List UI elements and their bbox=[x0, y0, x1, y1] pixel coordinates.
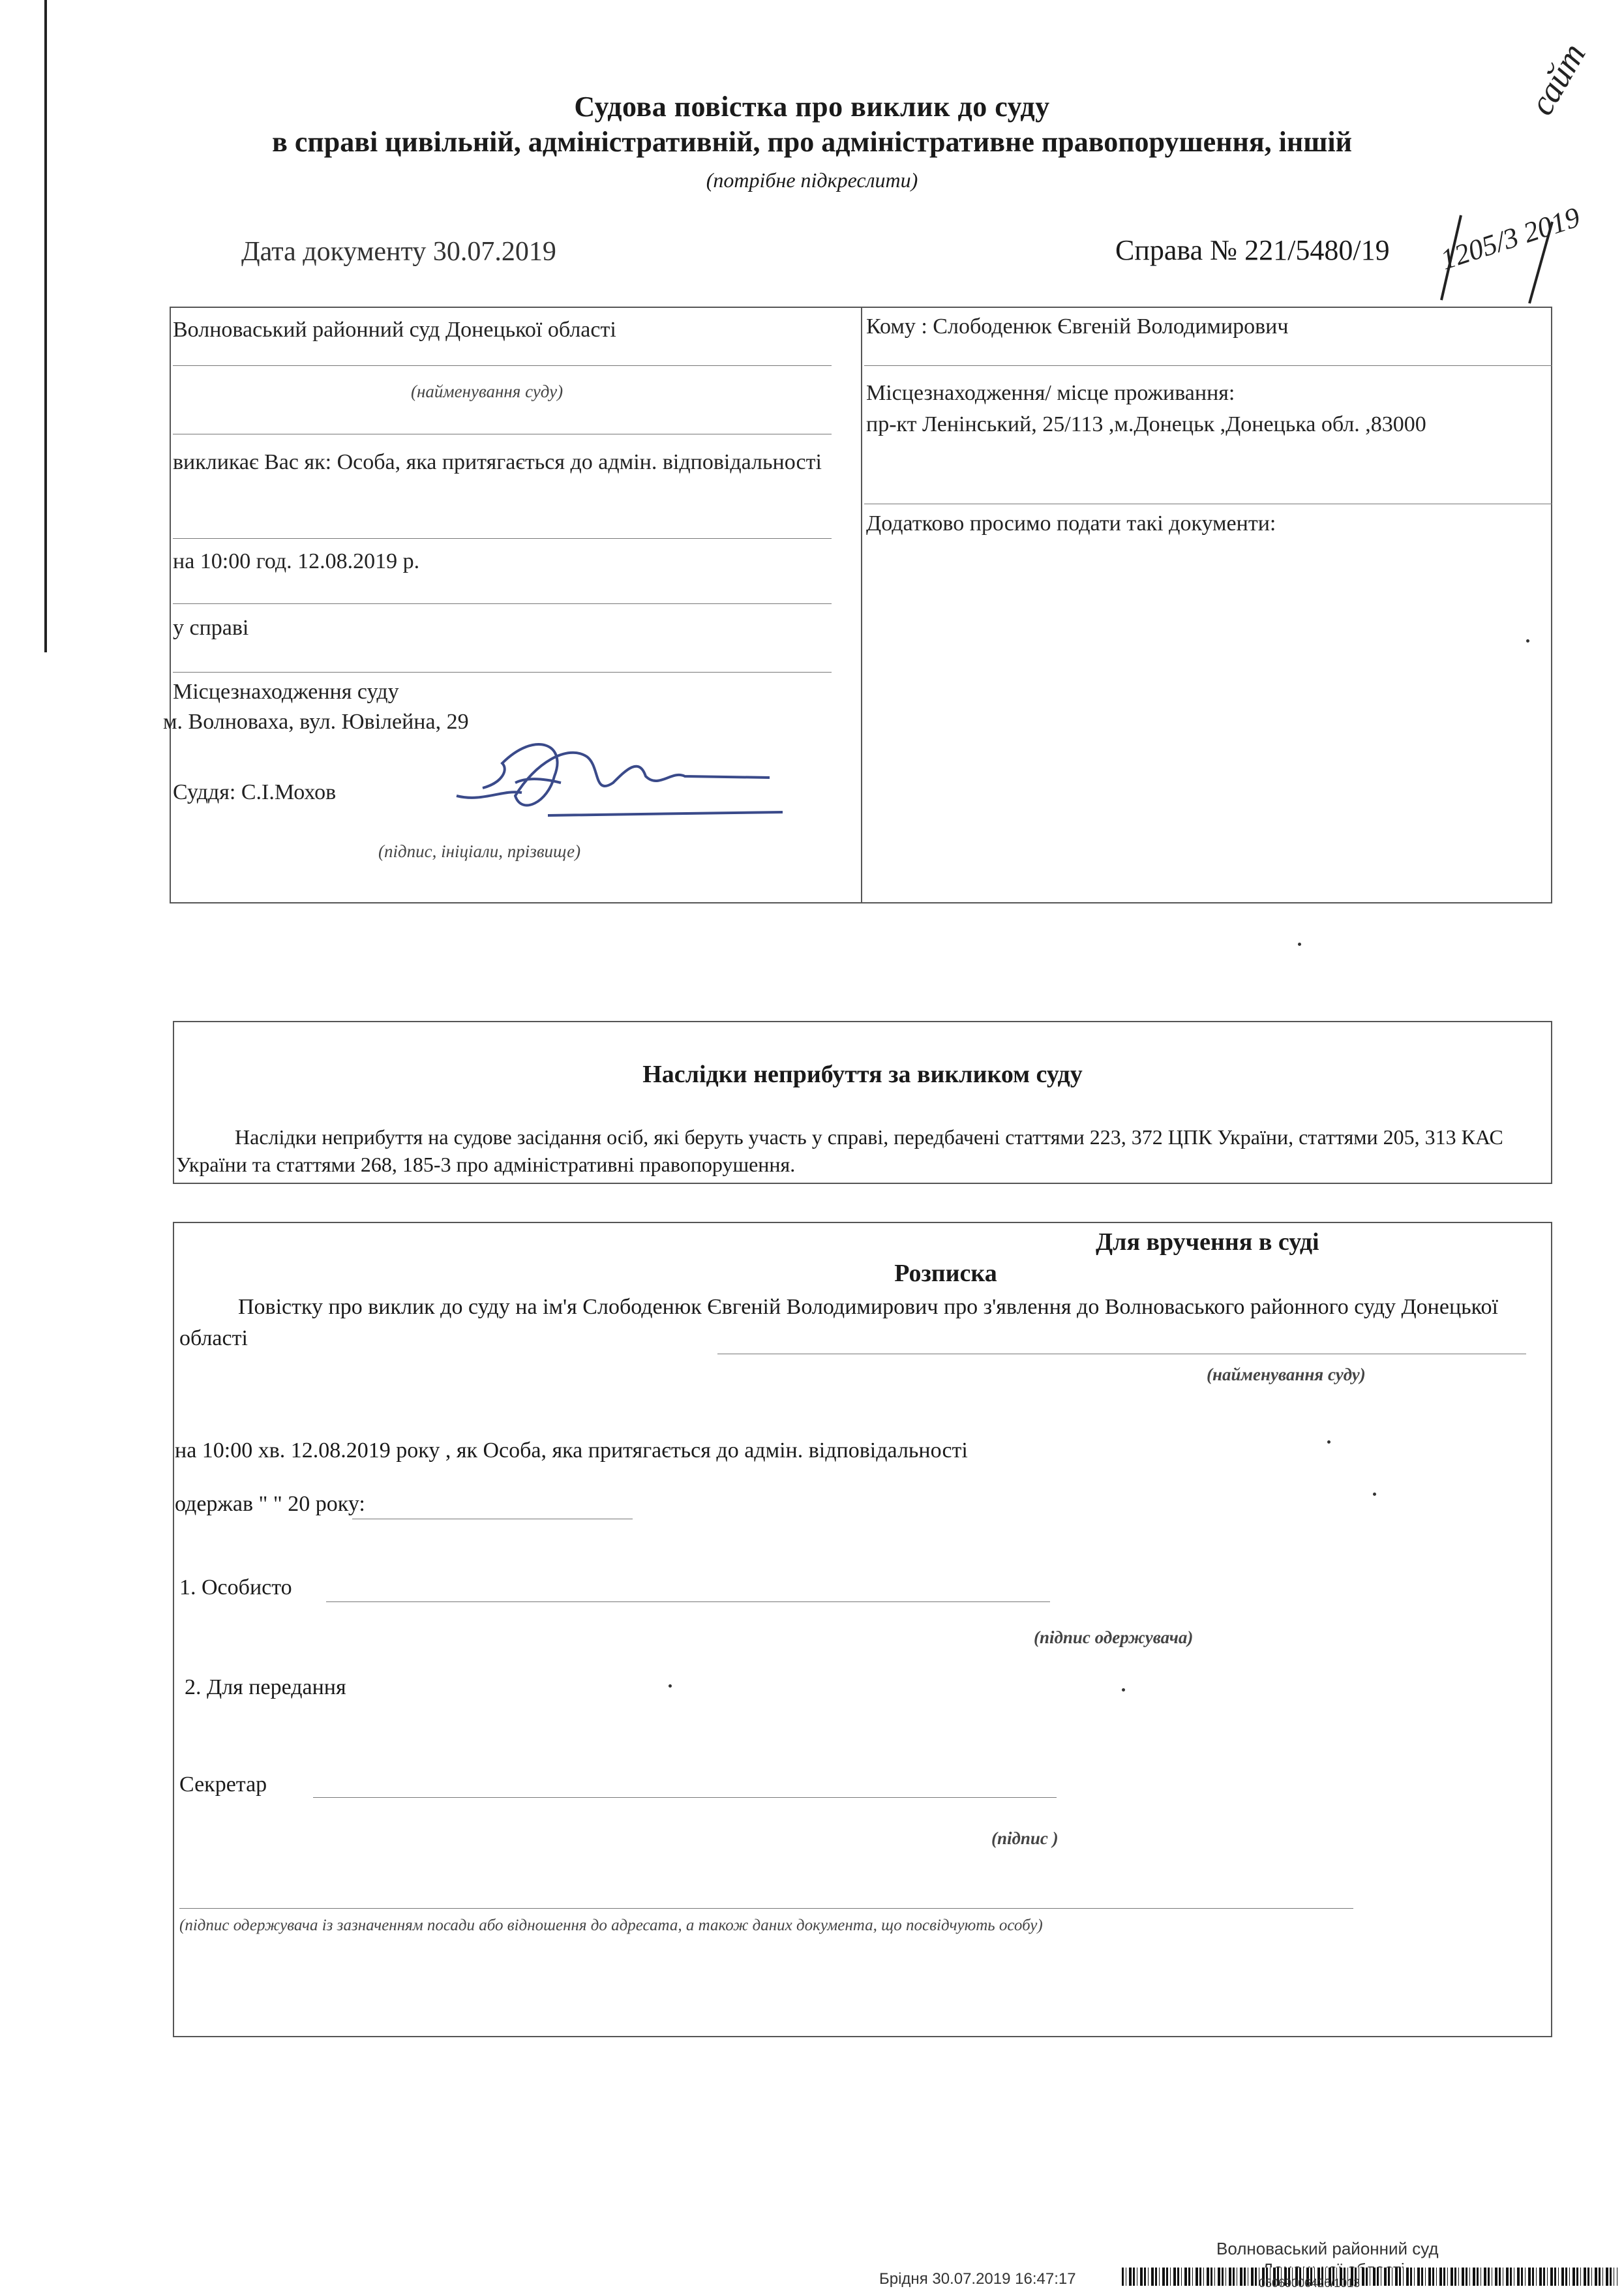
consequences-text: Наслідки неприбуття на судове засідання осіб, які беруть участь у справі, передбачені статтями 223, 372 ЦПК України, статтями 205, 313 КАС України та статтями 268, 185-3 про адміністративні правопорушення. bbox=[176, 1125, 1503, 1176]
handwritten-slashes bbox=[1422, 209, 1565, 307]
recipient-signature-caption: (підпис одержувача) bbox=[1034, 1628, 1194, 1647]
underline bbox=[313, 1797, 1057, 1798]
barcode bbox=[1122, 2268, 1617, 2286]
underline bbox=[326, 1601, 1050, 1602]
appearance-time: на 10:00 год. 12.08.2019 р. bbox=[173, 549, 420, 573]
personally-label: 1. Особисто bbox=[179, 1575, 292, 1600]
secretary-label: Секретар bbox=[179, 1772, 267, 1797]
handwritten-corner-note: сайт bbox=[1521, 36, 1593, 122]
document-title: Судова повістка про виклик до суду bbox=[574, 91, 1050, 123]
scan-speck bbox=[1327, 1440, 1331, 1444]
underline bbox=[173, 538, 832, 539]
stamp-received-line: Брідня 30.07.2019 16:47:17 bbox=[879, 2270, 1076, 2288]
court-caption: (найменування суду) bbox=[1207, 1365, 1366, 1384]
document-title-note: (потрібне підкреслити) bbox=[706, 168, 918, 192]
for-delivery-label: Для вручення в суді bbox=[1096, 1228, 1319, 1256]
case-number: Справа № 221/5480/19 bbox=[1115, 234, 1390, 266]
consequences-title: Наслідки неприбуття за викликом суду bbox=[642, 1061, 1083, 1088]
underline bbox=[179, 1908, 1353, 1909]
document-subtitle: в справі цивільній, адміністративній, про адміністративне правопорушення, іншій bbox=[272, 126, 1352, 158]
scan-speck bbox=[1373, 1493, 1376, 1496]
handwritten-case-note: 1205/3 2019 bbox=[1436, 201, 1584, 276]
court-location-label: Місцезнаходження суду bbox=[173, 680, 399, 704]
summons-role: викликає Вас як: Особа, яка притягається до адмін. відповідальності bbox=[173, 450, 822, 474]
underline bbox=[173, 365, 832, 366]
judge-name: Суддя: С.І.Мохов bbox=[173, 780, 337, 804]
additional-documents: Додатково просимо подати такі документи: bbox=[866, 511, 1276, 536]
scan-speck bbox=[1122, 1688, 1125, 1692]
scan-speck bbox=[1298, 943, 1301, 946]
judge-signature bbox=[444, 705, 796, 835]
summons-table-divider bbox=[861, 307, 862, 903]
receipt-summons-line: Повістку про виклик до суду на ім'я Слободенюк Євгеній Володимирович про з'явлення до Волноваського районного суду Донецької області bbox=[179, 1295, 1498, 1350]
underline bbox=[173, 603, 832, 604]
court-name: Волноваський районний суд Донецької області bbox=[173, 318, 616, 342]
secretary-signature-caption: (підпис ) bbox=[991, 1828, 1059, 1848]
for-transfer-label: 2. Для передання bbox=[185, 1675, 346, 1699]
received-date-line: одержав " " 20 року: bbox=[175, 1492, 365, 1516]
scan-speck bbox=[669, 1684, 672, 1688]
residence-address: пр-кт Ленінський, 25/113 ,м.Донецьк ,Донецька обл. ,83000 bbox=[866, 412, 1426, 436]
signature-caption: (підпис, ініціали, прізвище) bbox=[378, 842, 581, 861]
court-address: м. Волноваха, вул. Ювілейна, 29 bbox=[163, 710, 469, 734]
scan-speck bbox=[1526, 639, 1529, 643]
in-case-label: у справі bbox=[173, 616, 249, 640]
receipt-time-line: на 10:00 хв. 12.08.2019 року , як Особа, яка притягається до адмін. відповідальності bbox=[175, 1438, 968, 1463]
residence-label: Місцезнаходження/ місце проживання: bbox=[866, 381, 1235, 405]
court-name-caption: (найменування суду) bbox=[411, 382, 564, 401]
underline bbox=[173, 672, 832, 673]
document-date: Дата документу 30.07.2019 bbox=[241, 237, 556, 267]
recipient-name: Кому : Слободенюк Євгеній Володимирович bbox=[866, 314, 1289, 339]
barcode-number: 05069006426/1013 bbox=[1259, 2277, 1361, 2290]
bottom-caption: (підпис одержувача із зазначенням посади або відношення до адресата, а також даних документа, що посвідчують особу) bbox=[179, 1917, 1043, 1934]
stamp-court-line1: Волноваський районний суд bbox=[1216, 2239, 1439, 2258]
receipt-title: Розписка bbox=[894, 1260, 997, 1287]
underline bbox=[864, 365, 1552, 366]
